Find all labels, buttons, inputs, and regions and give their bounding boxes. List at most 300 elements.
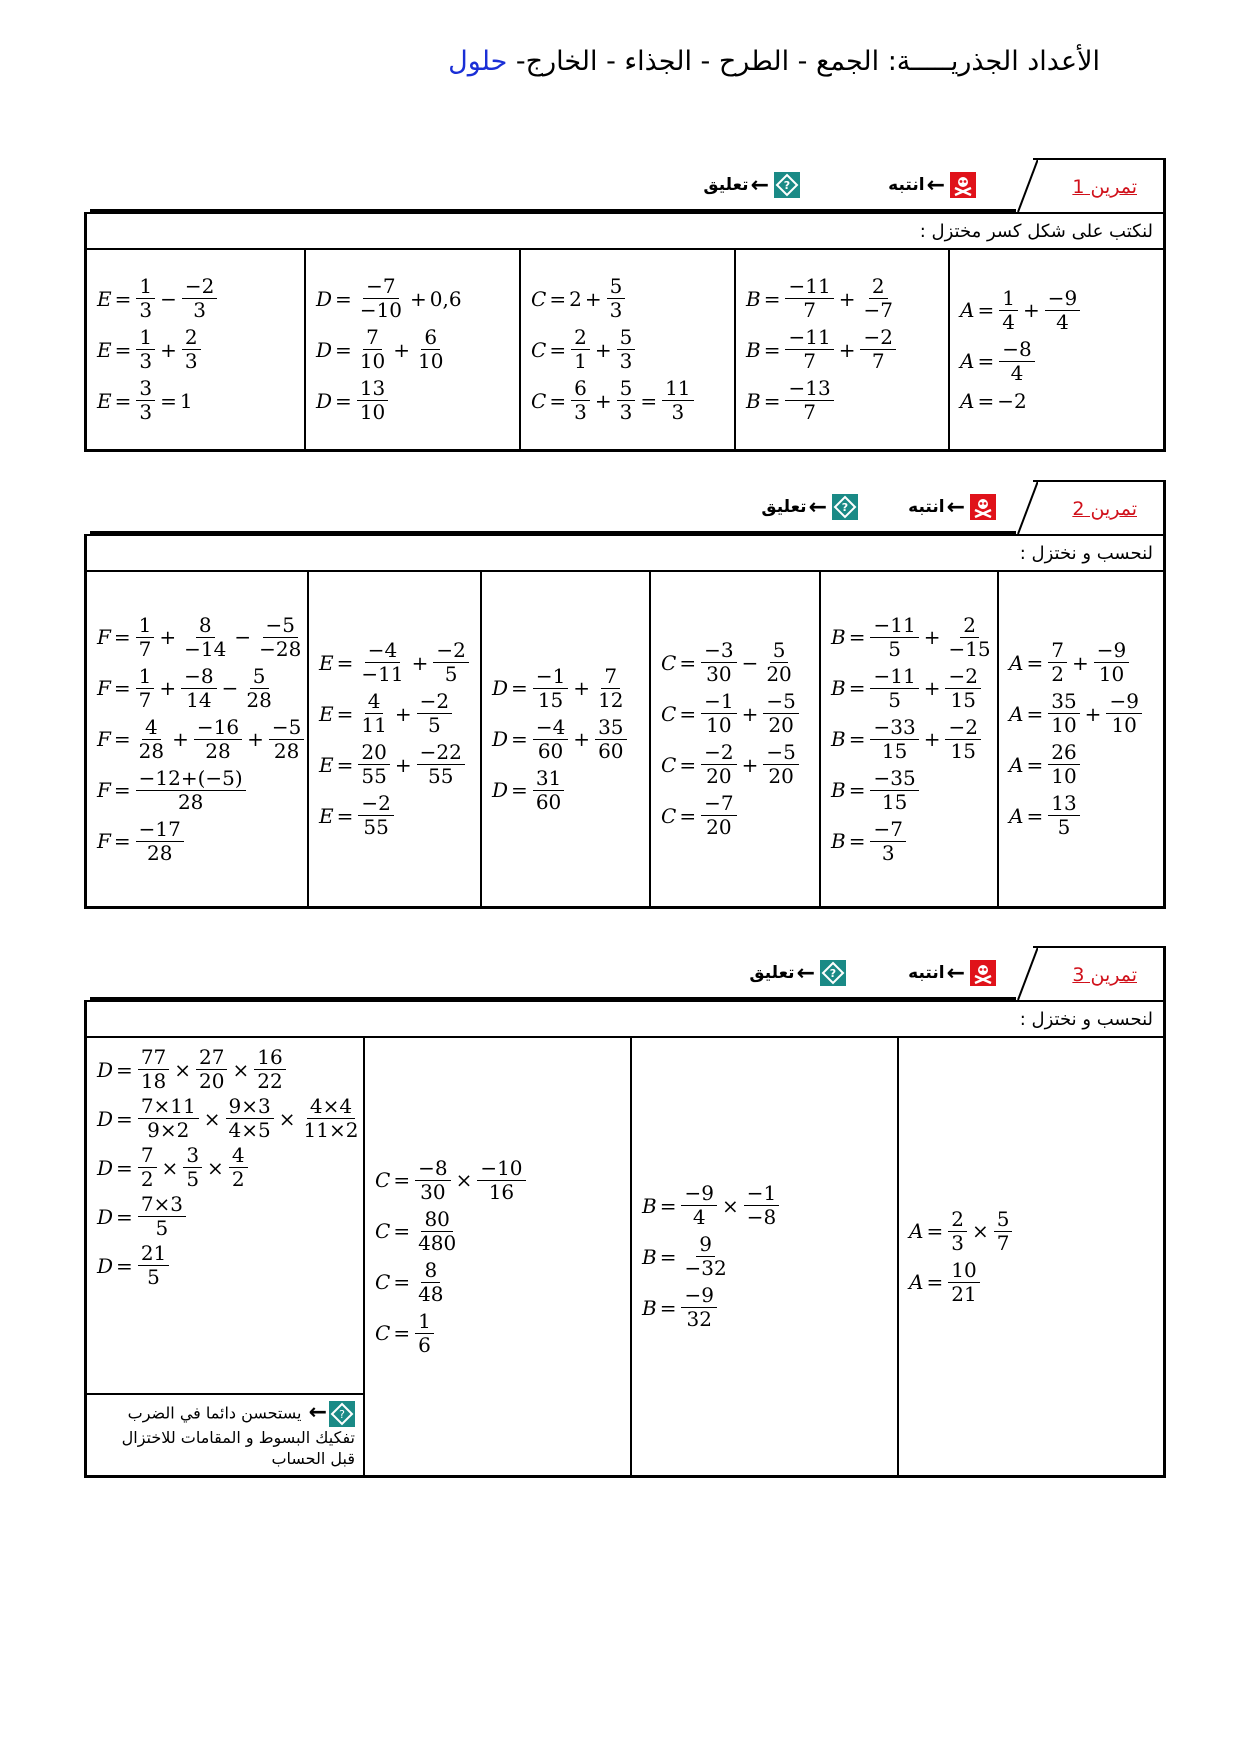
fraction — [269, 716, 304, 763]
fraction — [358, 792, 393, 839]
equals-sign: = — [393, 1270, 411, 1294]
numerator: 5 — [770, 639, 789, 663]
equals-sign: = — [1026, 803, 1044, 828]
page-title-main: الأعداد الجذريـــــة: الجمع - الطرح - الجذاء - الخارج- — [507, 46, 1100, 77]
denominator: 28 — [177, 789, 204, 814]
denominator: 12 — [598, 687, 624, 712]
equals-sign: = — [848, 829, 866, 853]
denominator: 7 — [871, 349, 885, 373]
fraction — [763, 690, 798, 737]
header-underline — [90, 209, 1016, 212]
variable-name: B — [746, 388, 761, 413]
numerator: 1 — [999, 287, 1018, 311]
variable-name: E — [319, 650, 334, 675]
numerator: −13 — [785, 377, 833, 401]
variable-name: C — [531, 337, 547, 362]
denominator: 5 — [155, 1216, 169, 1240]
variable-name: B — [642, 1295, 657, 1320]
equals-sign: = — [113, 829, 131, 853]
operator: + — [247, 727, 264, 751]
variable-name: D — [97, 1057, 114, 1082]
numerator: −2 — [182, 275, 217, 299]
equation-line — [316, 275, 509, 322]
equals-sign: = — [116, 1057, 133, 1082]
equals-sign: = — [114, 388, 132, 413]
numerator: 80 — [421, 1208, 452, 1232]
equation-line — [1009, 639, 1153, 686]
numerator: −5 — [269, 716, 304, 740]
variable-name: F — [97, 676, 111, 700]
denominator: 10 — [359, 400, 386, 424]
fraction — [136, 716, 167, 763]
numerator: 10 — [948, 1259, 979, 1283]
numerator: 1 — [136, 614, 155, 638]
fraction — [681, 1233, 729, 1280]
comment-marker — [749, 960, 846, 986]
denominator: 30 — [706, 662, 732, 686]
operator: − — [221, 676, 239, 700]
solution-cell — [87, 572, 307, 906]
comment-marker — [703, 172, 800, 198]
numerator: −9 — [1106, 690, 1141, 714]
exercise-tab — [1033, 480, 1166, 536]
equals-sign: = — [113, 727, 131, 751]
operator: + — [923, 727, 941, 751]
fraction — [357, 326, 388, 373]
variable-name: D — [97, 1253, 114, 1278]
fraction — [229, 1144, 248, 1191]
numerator: −7 — [701, 792, 736, 816]
exercise-header — [84, 946, 1166, 1000]
fraction — [138, 1095, 199, 1142]
denominator: 60 — [535, 789, 562, 814]
svg-text:?: ? — [339, 1408, 345, 1421]
exercise-tab — [1033, 946, 1166, 1002]
equation-line — [642, 1182, 887, 1229]
variable-name: D — [97, 1106, 114, 1131]
skull-warning-icon — [970, 960, 996, 986]
numerator: 7 — [138, 1144, 157, 1168]
fraction — [194, 716, 242, 763]
operator: + — [923, 676, 941, 700]
equals-sign: = — [393, 1219, 411, 1243]
denominator: 7 — [996, 1230, 1010, 1255]
variable-name: D — [316, 337, 333, 362]
fraction — [785, 275, 833, 322]
fraction — [357, 275, 405, 322]
operator: + — [172, 727, 189, 751]
comment-text: تعليق — [749, 963, 795, 983]
operator: + — [394, 701, 412, 726]
fraction — [138, 1193, 186, 1240]
denominator: 11×2 — [303, 1118, 359, 1142]
denominator: −32 — [684, 1256, 727, 1280]
numerator: −9 — [1045, 287, 1080, 311]
equals-sign: = — [116, 1106, 133, 1131]
denominator: 15 — [881, 738, 908, 763]
denominator: 5 — [427, 713, 441, 737]
denominator: 20 — [766, 662, 792, 686]
tab-slant-divider — [1016, 480, 1038, 534]
attention-text: انتبه — [908, 963, 945, 983]
numerator: 3 — [136, 377, 155, 401]
solution-cell — [87, 250, 304, 449]
solution-cell — [307, 572, 480, 906]
exercise-box — [84, 1000, 1166, 1478]
fraction — [415, 1259, 446, 1306]
equation-line — [319, 639, 470, 686]
denominator: 5 — [888, 636, 901, 661]
numerator: −1 — [744, 1182, 779, 1206]
fraction — [999, 287, 1018, 334]
denominator: 28 — [147, 840, 173, 865]
fraction — [999, 338, 1034, 385]
equation-line — [375, 1310, 620, 1357]
denominator: 22 — [257, 1069, 283, 1093]
equals-sign: = — [335, 388, 352, 413]
equation-line — [316, 326, 509, 373]
operator: × — [203, 1106, 221, 1131]
denominator: 15 — [537, 687, 564, 712]
equation-line — [909, 1259, 1153, 1306]
operator: × — [174, 1057, 192, 1082]
fraction — [477, 1157, 525, 1204]
solution-cell — [997, 572, 1163, 906]
denominator: 10 — [1051, 713, 1077, 737]
fraction — [417, 741, 465, 788]
header-underline — [90, 531, 1016, 534]
denominator: 4 — [692, 1205, 706, 1229]
fraction — [701, 690, 736, 737]
denominator: 32 — [686, 1307, 712, 1331]
solution-cell — [649, 572, 819, 906]
numerator: 7×11 — [138, 1095, 199, 1119]
denominator: 10 — [1051, 764, 1077, 788]
fraction — [415, 1157, 450, 1204]
numerator: −8 — [181, 665, 216, 689]
variable-name: D — [492, 676, 509, 700]
equals-sign: = — [393, 1168, 411, 1192]
variable-name: D — [316, 286, 333, 311]
equation-line — [746, 326, 938, 373]
numerator: −17 — [136, 818, 184, 842]
fraction — [181, 614, 229, 661]
numerator: 9 — [696, 1233, 715, 1257]
comment-diamond-icon — [820, 960, 846, 986]
numerator: 2 — [948, 1208, 967, 1232]
denominator: 55 — [361, 764, 387, 788]
fraction — [183, 1144, 202, 1191]
fraction — [870, 767, 918, 814]
operator: = — [160, 388, 177, 413]
fraction — [595, 665, 626, 712]
equation-line — [531, 275, 724, 322]
equals-sign: = — [1026, 650, 1044, 675]
equation-line — [831, 665, 987, 712]
numerator: −9 — [1094, 639, 1129, 663]
variable-name: C — [661, 803, 677, 828]
denominator: 48 — [418, 1281, 444, 1306]
fraction — [744, 1182, 779, 1229]
fraction — [945, 614, 993, 661]
equation-line — [746, 377, 938, 424]
equation-line — [97, 665, 297, 712]
operator: = — [640, 388, 658, 413]
equation-line — [97, 714, 302, 763]
exercise-instruction: لنحسب و نختزل : — [87, 536, 1163, 572]
numerator: 2 — [960, 614, 979, 638]
numerator: 4 — [142, 716, 161, 740]
denominator: 5 — [186, 1167, 200, 1191]
fraction — [196, 1046, 227, 1093]
numerator: 4×4 — [307, 1095, 355, 1119]
denominator: 2 — [1051, 662, 1064, 686]
equals-sign: = — [336, 650, 354, 675]
comment-marker — [761, 494, 858, 520]
variable-name: C — [375, 1270, 391, 1294]
operator: + — [393, 337, 411, 362]
variable-name: A — [1009, 803, 1024, 828]
denominator: 7 — [803, 400, 816, 424]
equals-sign: = — [848, 625, 866, 649]
numerator: 2 — [869, 275, 888, 299]
equation-line — [531, 326, 724, 373]
equation-line — [661, 741, 809, 788]
number: 2 — [569, 286, 582, 311]
variable-name: E — [97, 388, 112, 413]
numerator: −12+(−5) — [136, 767, 246, 791]
fraction — [945, 665, 980, 712]
fraction — [136, 326, 155, 373]
tab-slant-divider — [1016, 158, 1038, 212]
denominator: 15 — [881, 789, 908, 814]
equals-sign: = — [977, 349, 995, 373]
variable-name: B — [831, 727, 846, 751]
fraction — [763, 741, 798, 788]
fraction — [701, 792, 736, 839]
fraction — [136, 767, 246, 814]
variable-name: E — [319, 752, 334, 777]
equals-sign: = — [114, 337, 132, 362]
operator: + — [838, 286, 856, 311]
fraction — [701, 741, 736, 788]
variable-name: C — [375, 1168, 391, 1192]
fraction — [415, 1208, 459, 1255]
denominator: 480 — [418, 1230, 457, 1255]
solution-cell — [897, 1038, 1163, 1475]
equation-line — [97, 1046, 353, 1093]
denominator: 28 — [273, 738, 300, 763]
fraction — [617, 326, 636, 373]
operator: + — [159, 676, 177, 700]
fraction — [256, 614, 304, 661]
denominator: 4×5 — [228, 1118, 271, 1142]
equation-line — [492, 767, 639, 814]
equation-line — [960, 338, 1153, 385]
denominator: 3 — [184, 349, 198, 373]
denominator: 55 — [427, 764, 454, 788]
denominator: 6 — [418, 1332, 431, 1357]
equation-line — [531, 377, 724, 424]
fraction — [948, 1259, 979, 1306]
fraction — [870, 665, 918, 712]
variable-name: C — [375, 1321, 391, 1345]
equals-sign: = — [679, 752, 697, 777]
exercise-2 — [84, 480, 1166, 909]
equation-line — [316, 377, 509, 424]
numerator: −33 — [870, 716, 918, 740]
equation-line — [97, 1242, 353, 1289]
operator: + — [923, 625, 941, 649]
comment-diamond-icon — [329, 1401, 355, 1427]
equals-sign: = — [659, 1295, 677, 1320]
fraction — [358, 639, 406, 686]
operator: × — [232, 1057, 250, 1082]
numerator: 5 — [617, 326, 636, 350]
equation-line — [831, 767, 987, 814]
fraction — [433, 639, 468, 686]
numerator: −1 — [533, 665, 568, 689]
denominator: 3 — [671, 400, 685, 424]
left-arrow-icon: ← — [308, 1399, 327, 1425]
fraction — [138, 1242, 169, 1289]
operator: + — [1022, 298, 1040, 322]
numerator: 20 — [358, 741, 389, 765]
equation-line — [97, 1193, 353, 1240]
denominator: 28 — [138, 738, 165, 763]
numerator: −4 — [533, 716, 568, 740]
numerator: −5 — [263, 614, 298, 638]
operator: + — [1084, 701, 1102, 726]
solutions-label: حلول — [448, 46, 508, 77]
denominator: 3 — [609, 298, 623, 322]
solution-cell — [519, 250, 734, 449]
fraction — [571, 326, 590, 373]
fraction — [136, 665, 155, 712]
variable-name: A — [909, 1219, 924, 1243]
page-title — [448, 46, 1100, 77]
denominator: 10 — [706, 713, 732, 737]
variable-name: D — [97, 1204, 114, 1229]
equation-line — [831, 818, 987, 865]
operator: + — [159, 625, 177, 649]
numerator: −11 — [870, 614, 918, 638]
equation-line — [97, 1094, 359, 1142]
denominator: 10 — [418, 349, 444, 373]
numerator: −11 — [785, 326, 833, 350]
operator: × — [278, 1106, 296, 1131]
numerator: −2 — [701, 741, 736, 765]
fraction — [1048, 792, 1079, 839]
numerator: 2 — [182, 326, 201, 350]
numerator: 7 — [601, 665, 620, 689]
solution-cell — [363, 1038, 630, 1475]
equals-sign: = — [113, 778, 131, 802]
numerator: 35 — [595, 716, 626, 740]
equals-sign: = — [114, 286, 132, 311]
fraction — [870, 614, 918, 661]
exercise-label: تمرين 2 — [1072, 498, 1137, 520]
exercise-box — [84, 534, 1166, 909]
equation-line — [97, 767, 297, 814]
equation-line — [1009, 792, 1153, 839]
numerator: 35 — [1048, 690, 1079, 714]
equation-line — [642, 1284, 887, 1331]
numerator: 3 — [183, 1144, 202, 1168]
fraction — [945, 716, 980, 763]
equation-line — [97, 818, 297, 865]
fraction — [948, 1208, 967, 1255]
numerator: 5 — [607, 275, 626, 299]
exercise-instruction: لنحسب و نختزل : — [87, 1002, 1163, 1038]
variable-name: B — [831, 676, 846, 700]
fraction — [860, 275, 895, 322]
fraction — [136, 614, 155, 661]
numerator: 13 — [1048, 792, 1079, 816]
variable-name: A — [1009, 701, 1024, 726]
numerator: 27 — [196, 1046, 227, 1070]
equals-sign: = — [848, 727, 866, 751]
fraction — [1048, 741, 1079, 788]
equals-sign: = — [926, 1219, 944, 1243]
numerator: 21 — [138, 1242, 169, 1266]
denominator: 16 — [488, 1179, 515, 1204]
denominator: 20 — [768, 764, 794, 788]
operator: + — [741, 701, 759, 726]
equation-line — [492, 716, 639, 763]
denominator: −28 — [259, 636, 302, 661]
equals-sign: = — [511, 778, 528, 802]
variable-name: B — [831, 829, 846, 853]
numerator: 5 — [994, 1208, 1013, 1232]
attention-text: انتبه — [908, 497, 945, 517]
denominator: 1 — [574, 349, 587, 373]
numerator: 7×3 — [138, 1193, 186, 1217]
operator: + — [410, 286, 427, 311]
solution-cell — [304, 250, 519, 449]
solution-cell-with-note — [87, 1038, 363, 1475]
fraction — [595, 716, 626, 763]
variable-name: F — [97, 829, 111, 853]
numerator: 5 — [250, 665, 269, 689]
denominator: 30 — [420, 1179, 446, 1204]
operator: × — [455, 1168, 473, 1192]
equation-line — [319, 792, 470, 839]
variable-name: B — [746, 286, 761, 311]
equation-line — [375, 1157, 620, 1204]
denominator: 20 — [706, 815, 732, 839]
equation-line — [319, 690, 470, 737]
denominator: 4 — [1010, 360, 1024, 385]
variable-name: A — [960, 349, 975, 373]
numerator: −2 — [945, 716, 980, 740]
operator: + — [594, 337, 612, 362]
equation-line — [375, 1208, 620, 1255]
variable-name: D — [492, 778, 509, 802]
operator: + — [394, 752, 412, 777]
operator: + — [160, 337, 177, 362]
variable-name: E — [97, 337, 112, 362]
variable-name: C — [661, 650, 677, 675]
denominator: −8 — [746, 1205, 777, 1229]
denominator: 7 — [803, 298, 816, 322]
variable-name: A — [1009, 752, 1024, 777]
fraction — [681, 1182, 716, 1229]
numerator: 16 — [254, 1046, 285, 1070]
equals-sign: = — [335, 337, 352, 362]
variable-name: B — [831, 625, 846, 649]
exercise-tab — [1033, 158, 1166, 214]
